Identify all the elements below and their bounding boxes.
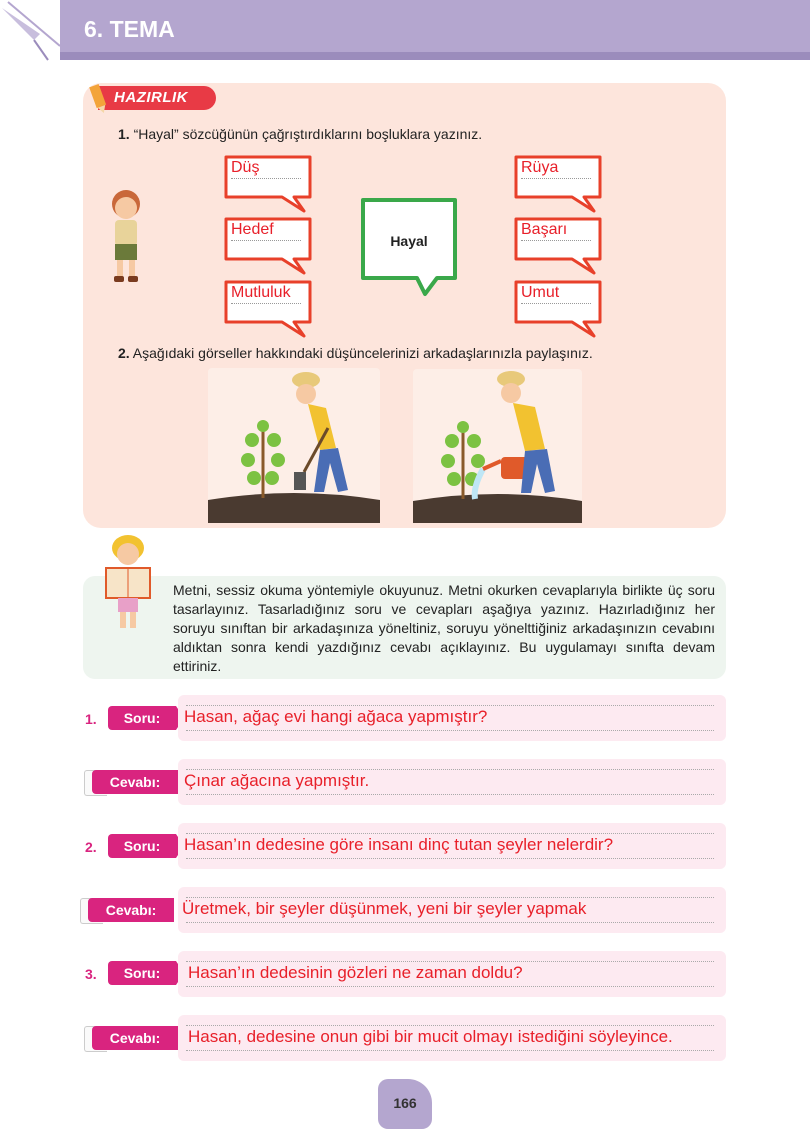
pencil-icon (86, 83, 112, 115)
word-bubble-4 (512, 153, 604, 199)
word-bubble-3 (222, 278, 314, 324)
qa-2-soru-tag: Soru: (108, 834, 176, 858)
qa-1-soru-tag: Soru: (108, 706, 176, 730)
qa-2-cevap-tag: Cevabı: (88, 898, 174, 922)
word-3[interactable]: Mutluluk (231, 283, 301, 304)
qa-3-number: 3. (85, 966, 97, 982)
qa-2-question: Hasan’ın dedesine göre insanı dinç tutan şeyler nelerdir? (184, 835, 614, 854)
planting-illustration (208, 368, 380, 523)
page-title: 6. TEMA (84, 16, 175, 42)
qa-1-question: Hasan, ağaç evi hangi ağaca yapmıştır? (184, 707, 488, 726)
qa-3-soru-tag: Soru: (108, 961, 176, 985)
word-bubble-6 (512, 278, 604, 324)
watering-illustration (413, 369, 582, 523)
qa-2-number: 2. (85, 839, 97, 855)
qa-1-question-box[interactable] (178, 695, 726, 741)
qa-2-answer: Üretmek, bir şeyler düşünmek, yeni bir şeyler yapmak (182, 899, 587, 918)
hazirlik-panel (83, 83, 726, 528)
question-2 (118, 345, 593, 361)
qa-3-answer: Hasan, dedesine onun gibi bir mucit olmayı istediğini söyleyince. (188, 1027, 673, 1046)
reading-instructions: Metni, sessiz okuma yöntemiyle okuyunuz. Metni okurken cevaplarıyla birlikte üç soru tasarlayınız. Tasarladığınız soru ve cevapları aşağıya yazınız. Hazırladığınız her soruyu sınıftan bir arkadaşınıza yöneltiniz, soruyu yönelttiğiniz arkadaşınızın cevabını aldıktan sonra kendi yazdığınız cevabı açıklayınız. Bu uygulamayı sınıfta devam ettiriniz. (173, 582, 715, 674)
question-1-number: 1. (118, 126, 130, 142)
word-5[interactable]: Başarı (521, 220, 591, 241)
qa-3-answer-box[interactable] (178, 1015, 726, 1061)
qa-1-number: 1. (85, 711, 97, 727)
word-6[interactable]: Umut (521, 283, 591, 304)
question-2-text: Aşağıdaki görseller hakkındaki düşüncelerinizi arkadaşlarınızla paylaşınız. (129, 345, 593, 361)
qa-2-question-box[interactable] (178, 823, 726, 869)
qa-3-cevap-tag: Cevabı: (92, 1026, 178, 1050)
qa-1-answer-box[interactable] (178, 759, 726, 805)
word-bubble-2 (222, 215, 314, 261)
page-number: 166 (393, 1095, 417, 1111)
qa-3-question-box[interactable] (178, 951, 726, 997)
word-bubble-1 (222, 153, 314, 199)
boy-illustration (100, 186, 154, 288)
qa-1-cevap-tag: Cevabı: (92, 770, 178, 794)
girl-reading-illustration (100, 534, 156, 634)
word-bubble-5 (512, 215, 604, 261)
word-2[interactable]: Hedef (231, 220, 301, 241)
center-word: Hayal (390, 233, 428, 249)
question-1 (118, 126, 482, 142)
hazirlik-tag: HAZIRLIK (98, 86, 216, 110)
word-4[interactable]: Rüya (521, 158, 591, 179)
qa-2-answer-box[interactable] (178, 887, 726, 933)
header-bar-shadow (60, 52, 810, 60)
word-1[interactable]: Düş (231, 158, 301, 179)
qa-1-answer: Çınar ağacına yapmıştır. (184, 771, 370, 790)
qa-3-question: Hasan’ın dedesinin gözleri ne zaman doldu? (188, 963, 523, 982)
question-1-text: “Hayal” sözcüğünün çağrıştırdıklarını boşluklara yazınız. (129, 126, 483, 142)
question-2-number: 2. (118, 345, 130, 361)
